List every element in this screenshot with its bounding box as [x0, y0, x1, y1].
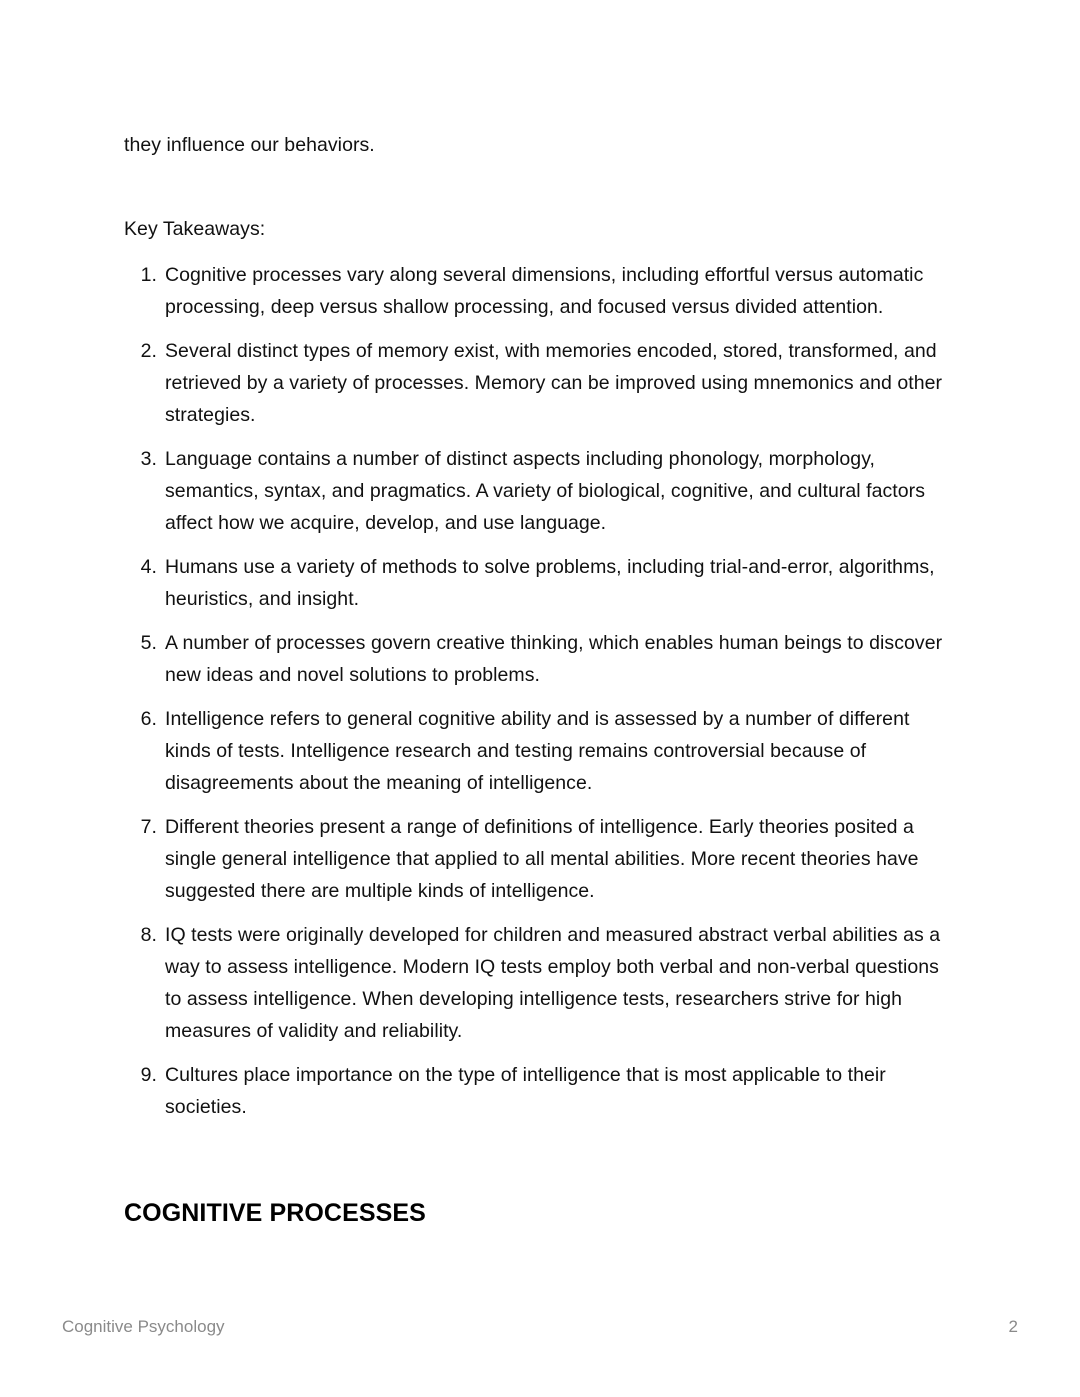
page-footer: [62, 1316, 1018, 1338]
list-item: Several distinct types of memory exist, with memories encoded, stored, transformed, and retrieved by a variety of processes. Memory can be improved using mnemonics and other strategies.: [165, 340, 943, 426]
page-content: [124, 0, 950, 1229]
list-item: Cognitive processes vary along several dimensions, including effortful versus automatic processing, deep versus shallow processing, and focused versus divided attention.: [165, 264, 924, 318]
section-heading: COGNITIVE PROCESSES: [124, 1199, 426, 1227]
key-takeaways-list: [124, 259, 950, 1123]
footer-document-title: Cognitive Psychology: [62, 1317, 225, 1336]
list-item: IQ tests were originally developed for children and measured abstract verbal abilities as a way to assess intelligence. Modern IQ tests employ both verbal and non-verbal questions to assess intelligence. When developing intelligence tests, researchers strive for high measures of validity and reliability.: [165, 924, 941, 1042]
list-item: Humans use a variety of methods to solve problems, including trial-and-error, algorithms, heuristics, and insight.: [165, 556, 935, 610]
list-item: Different theories present a range of definitions of intelligence. Early theories posited a single general intelligence that applied to all mental abilities. More recent theories have suggested there are multiple kinds of intelligence.: [165, 816, 919, 902]
list-item: Intelligence refers to general cognitive ability and is assessed by a number of different kinds of tests. Intelligence research and testing remains controversial because of disagreements about the meaning of intelligence.: [165, 708, 910, 794]
list-item: A number of processes govern creative thinking, which enables human beings to discover new ideas and novel solutions to problems.: [165, 632, 943, 686]
list-item: Cultures place importance on the type of intelligence that is most applicable to their societies.: [165, 1064, 886, 1118]
footer-page-number: 2: [1008, 1317, 1018, 1336]
intro-paragraph: they influence our behaviors.: [124, 134, 375, 156]
list-item: Language contains a number of distinct aspects including phonology, morphology, semantics, syntax, and pragmatics. A variety of biological, cognitive, and cultural factors affect how we acquire, develop, and use language.: [165, 448, 926, 534]
key-takeaways-label: Key Takeaways:: [124, 218, 266, 240]
